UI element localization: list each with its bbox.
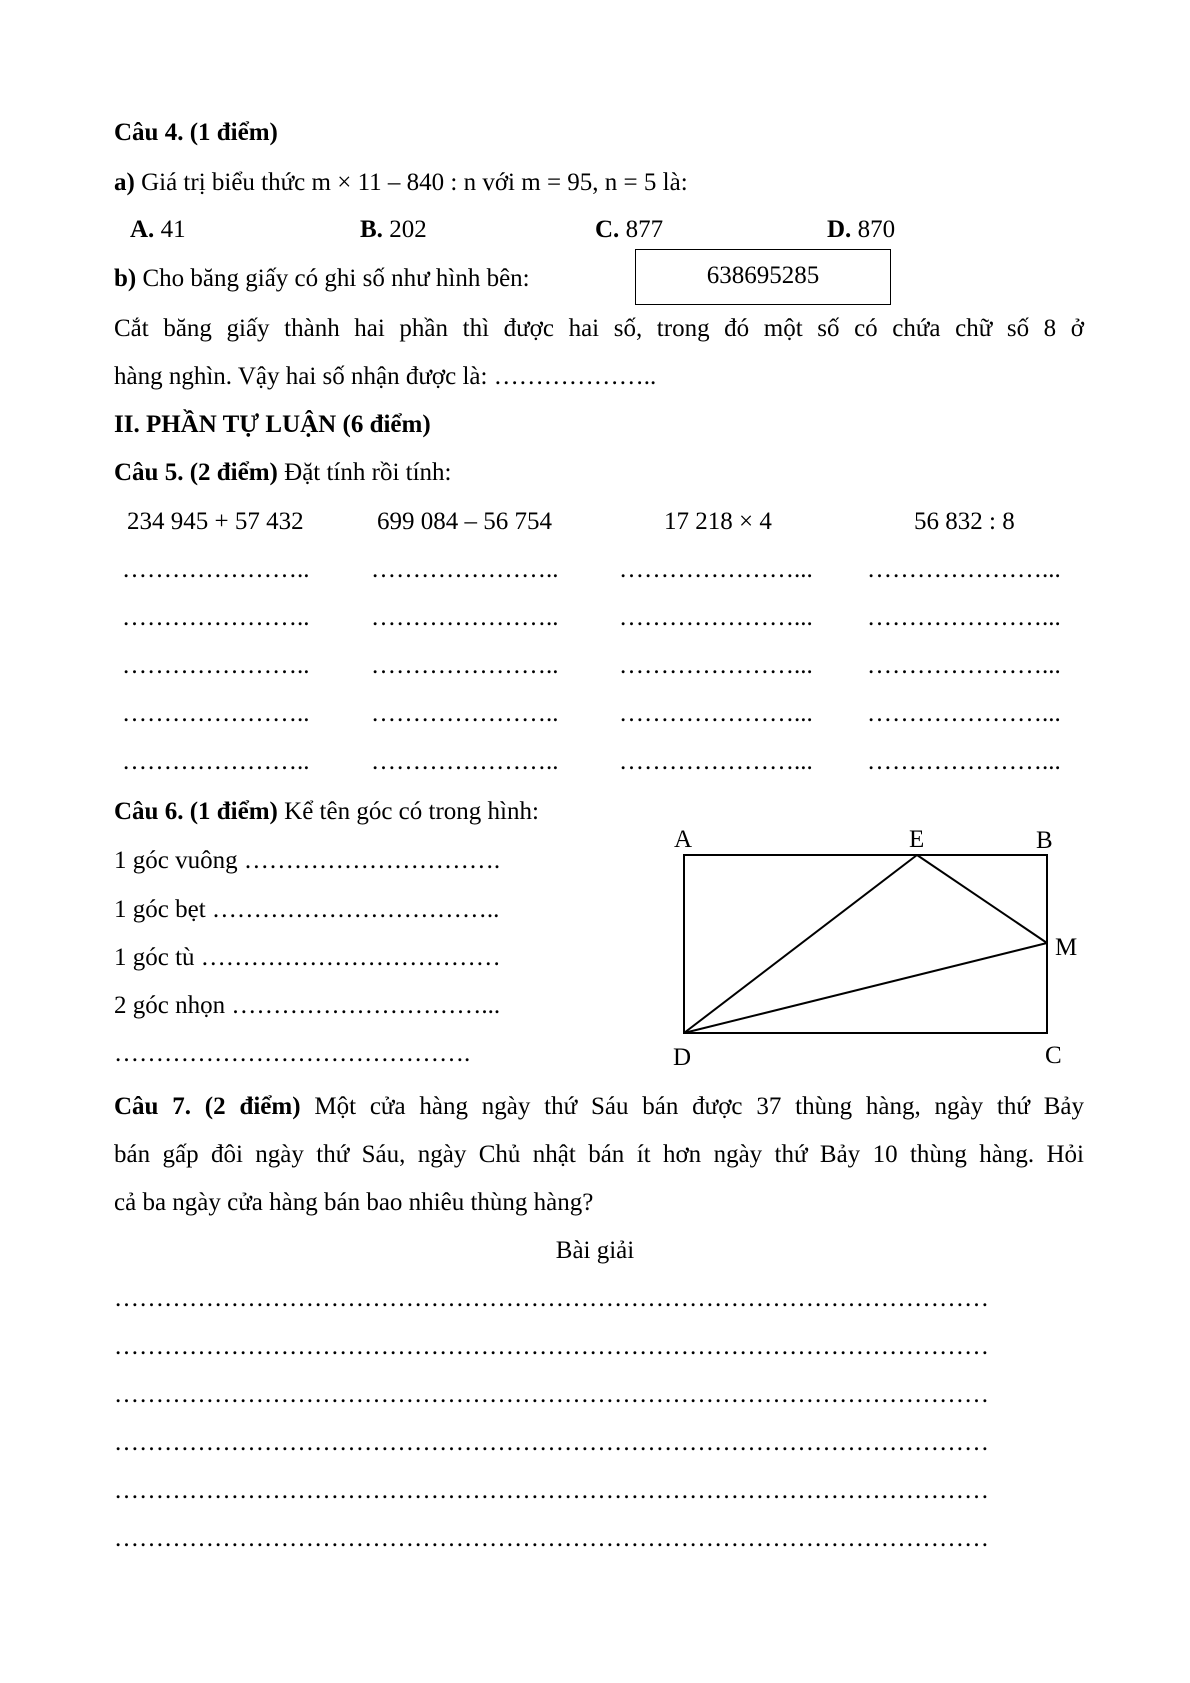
label-b: B bbox=[1036, 827, 1053, 854]
work-dots[interactable]: ………………….. bbox=[122, 700, 310, 727]
strip-number: 638695285 bbox=[706, 262, 820, 289]
calc-3: 17 218 × 4 bbox=[664, 508, 772, 535]
answer-line[interactable]: …………………………………………………………………………………………… bbox=[114, 1334, 989, 1359]
segment-de bbox=[684, 855, 917, 1033]
q6-obtuse-angle-line[interactable]: 1 góc tù ……………………………… bbox=[114, 944, 501, 971]
q6-straight-angle-line[interactable]: 1 góc bẹt …………………………….. bbox=[114, 896, 500, 923]
work-dots[interactable]: ………………….. bbox=[122, 556, 310, 583]
q7-title: Câu 7. (2 điểm) bbox=[114, 1093, 301, 1120]
label-e: E bbox=[909, 826, 925, 853]
option-b[interactable]: B. 202 bbox=[360, 216, 427, 243]
work-dots[interactable]: ………………….. bbox=[371, 652, 559, 679]
q6-acute-angles-line[interactable]: 2 góc nhọn …………………………... bbox=[114, 992, 501, 1019]
q5-heading bbox=[114, 460, 452, 485]
work-dots[interactable]: ………………….. bbox=[122, 604, 310, 631]
q5-title: Câu 5. (2 điểm) bbox=[114, 459, 278, 486]
answer-line[interactable]: …………………………………………………………………………………………… bbox=[114, 1382, 989, 1407]
work-dots[interactable]: ………………….. bbox=[371, 556, 559, 583]
work-dots[interactable]: …………………... bbox=[867, 652, 1061, 679]
section2-title: II. PHẦN TỰ LUẬN (6 điểm) bbox=[114, 411, 431, 438]
q4-title: Câu 4. (1 điểm) bbox=[114, 119, 278, 146]
q6-text: Kể tên góc có trong hình: bbox=[277, 798, 539, 825]
segment-dm bbox=[684, 943, 1047, 1033]
q4b-paragraph-line2: hàng nghìn. Vậy hai số nhận được là: ……………….. bbox=[114, 363, 657, 390]
work-dots[interactable]: …………………... bbox=[619, 652, 813, 679]
label-d: D bbox=[673, 1044, 692, 1071]
q6-right-angle-line[interactable]: 1 góc vuông …………………………. bbox=[114, 847, 501, 874]
option-d[interactable]: D. 870 bbox=[827, 216, 896, 243]
work-dots[interactable]: ………………….. bbox=[371, 604, 559, 631]
solution-heading: Bài giải bbox=[555, 1237, 635, 1264]
q6-heading bbox=[114, 799, 539, 824]
label-c: C bbox=[1045, 1042, 1062, 1069]
q4b-text: Cho băng giấy có ghi số như hình bên: bbox=[136, 265, 530, 292]
answer-line[interactable]: …………………………………………………………………………………………… bbox=[114, 1478, 989, 1503]
calc-2: 699 084 – 56 754 bbox=[377, 508, 552, 535]
option-c[interactable]: C. 877 bbox=[595, 216, 664, 243]
answer-line[interactable]: …………………………………………………………………………………………… bbox=[114, 1526, 989, 1551]
answer-line[interactable]: …………………………………………………………………………………………… bbox=[114, 1430, 989, 1455]
option-a[interactable]: A. 41 bbox=[130, 216, 186, 243]
label-m: M bbox=[1055, 934, 1078, 961]
work-dots[interactable]: ………………….. bbox=[371, 700, 559, 727]
calc-4: 56 832 : 8 bbox=[914, 508, 1015, 535]
answer-line[interactable]: …………………………………………………………………………………………… bbox=[114, 1286, 989, 1311]
work-dots[interactable]: ………………….. bbox=[371, 748, 559, 775]
work-dots[interactable]: …………………... bbox=[867, 700, 1061, 727]
work-dots[interactable]: …………………... bbox=[867, 604, 1061, 631]
q7-line2: bán gấp đôi ngày thứ Sáu, ngày Chủ nhật bán ít hơn ngày thứ Bảy 10 thùng hàng. Hỏi bbox=[114, 1141, 1084, 1168]
work-dots[interactable]: …………………... bbox=[867, 748, 1061, 775]
q6-title: Câu 6. (1 điểm) bbox=[114, 798, 278, 825]
segment-em bbox=[917, 855, 1047, 943]
q4b-line bbox=[114, 266, 530, 291]
work-dots[interactable]: ………………….. bbox=[122, 748, 310, 775]
work-dots[interactable]: …………………... bbox=[619, 604, 813, 631]
q4a-line bbox=[114, 170, 688, 195]
q6-extra-answer-line[interactable]: ……………………………………. bbox=[114, 1040, 471, 1067]
work-dots[interactable]: …………………... bbox=[619, 748, 813, 775]
q4a-label: a) bbox=[114, 169, 135, 196]
q4b-label: b) bbox=[114, 265, 137, 292]
calc-1: 234 945 + 57 432 bbox=[127, 508, 304, 535]
work-dots[interactable]: …………………... bbox=[619, 556, 813, 583]
rectangle-abcd bbox=[684, 855, 1047, 1033]
work-dots[interactable]: …………………... bbox=[619, 700, 813, 727]
q7-line1 bbox=[114, 1094, 1084, 1119]
q4a-text: Giá trị biểu thức m × 11 – 840 : n với m = 95, n = 5 là: bbox=[134, 169, 688, 196]
work-dots[interactable]: …………………... bbox=[867, 556, 1061, 583]
work-dots[interactable]: ………………….. bbox=[122, 652, 310, 679]
label-a: A bbox=[674, 826, 693, 853]
q7-line3: cả ba ngày cửa hàng bán bao nhiêu thùng hàng? bbox=[114, 1189, 594, 1216]
paper-strip bbox=[635, 249, 891, 305]
q4b-paragraph-line1: Cắt băng giấy thành hai phần thì được hai số, trong đó một số có chứa chữ số 8 ở bbox=[114, 315, 1084, 342]
q7-text-1: Một cửa hàng ngày thứ Sáu bán được 37 thùng hàng, ngày thứ Bảy bbox=[300, 1093, 1084, 1120]
q5-text: Đặt tính rồi tính: bbox=[277, 459, 452, 486]
